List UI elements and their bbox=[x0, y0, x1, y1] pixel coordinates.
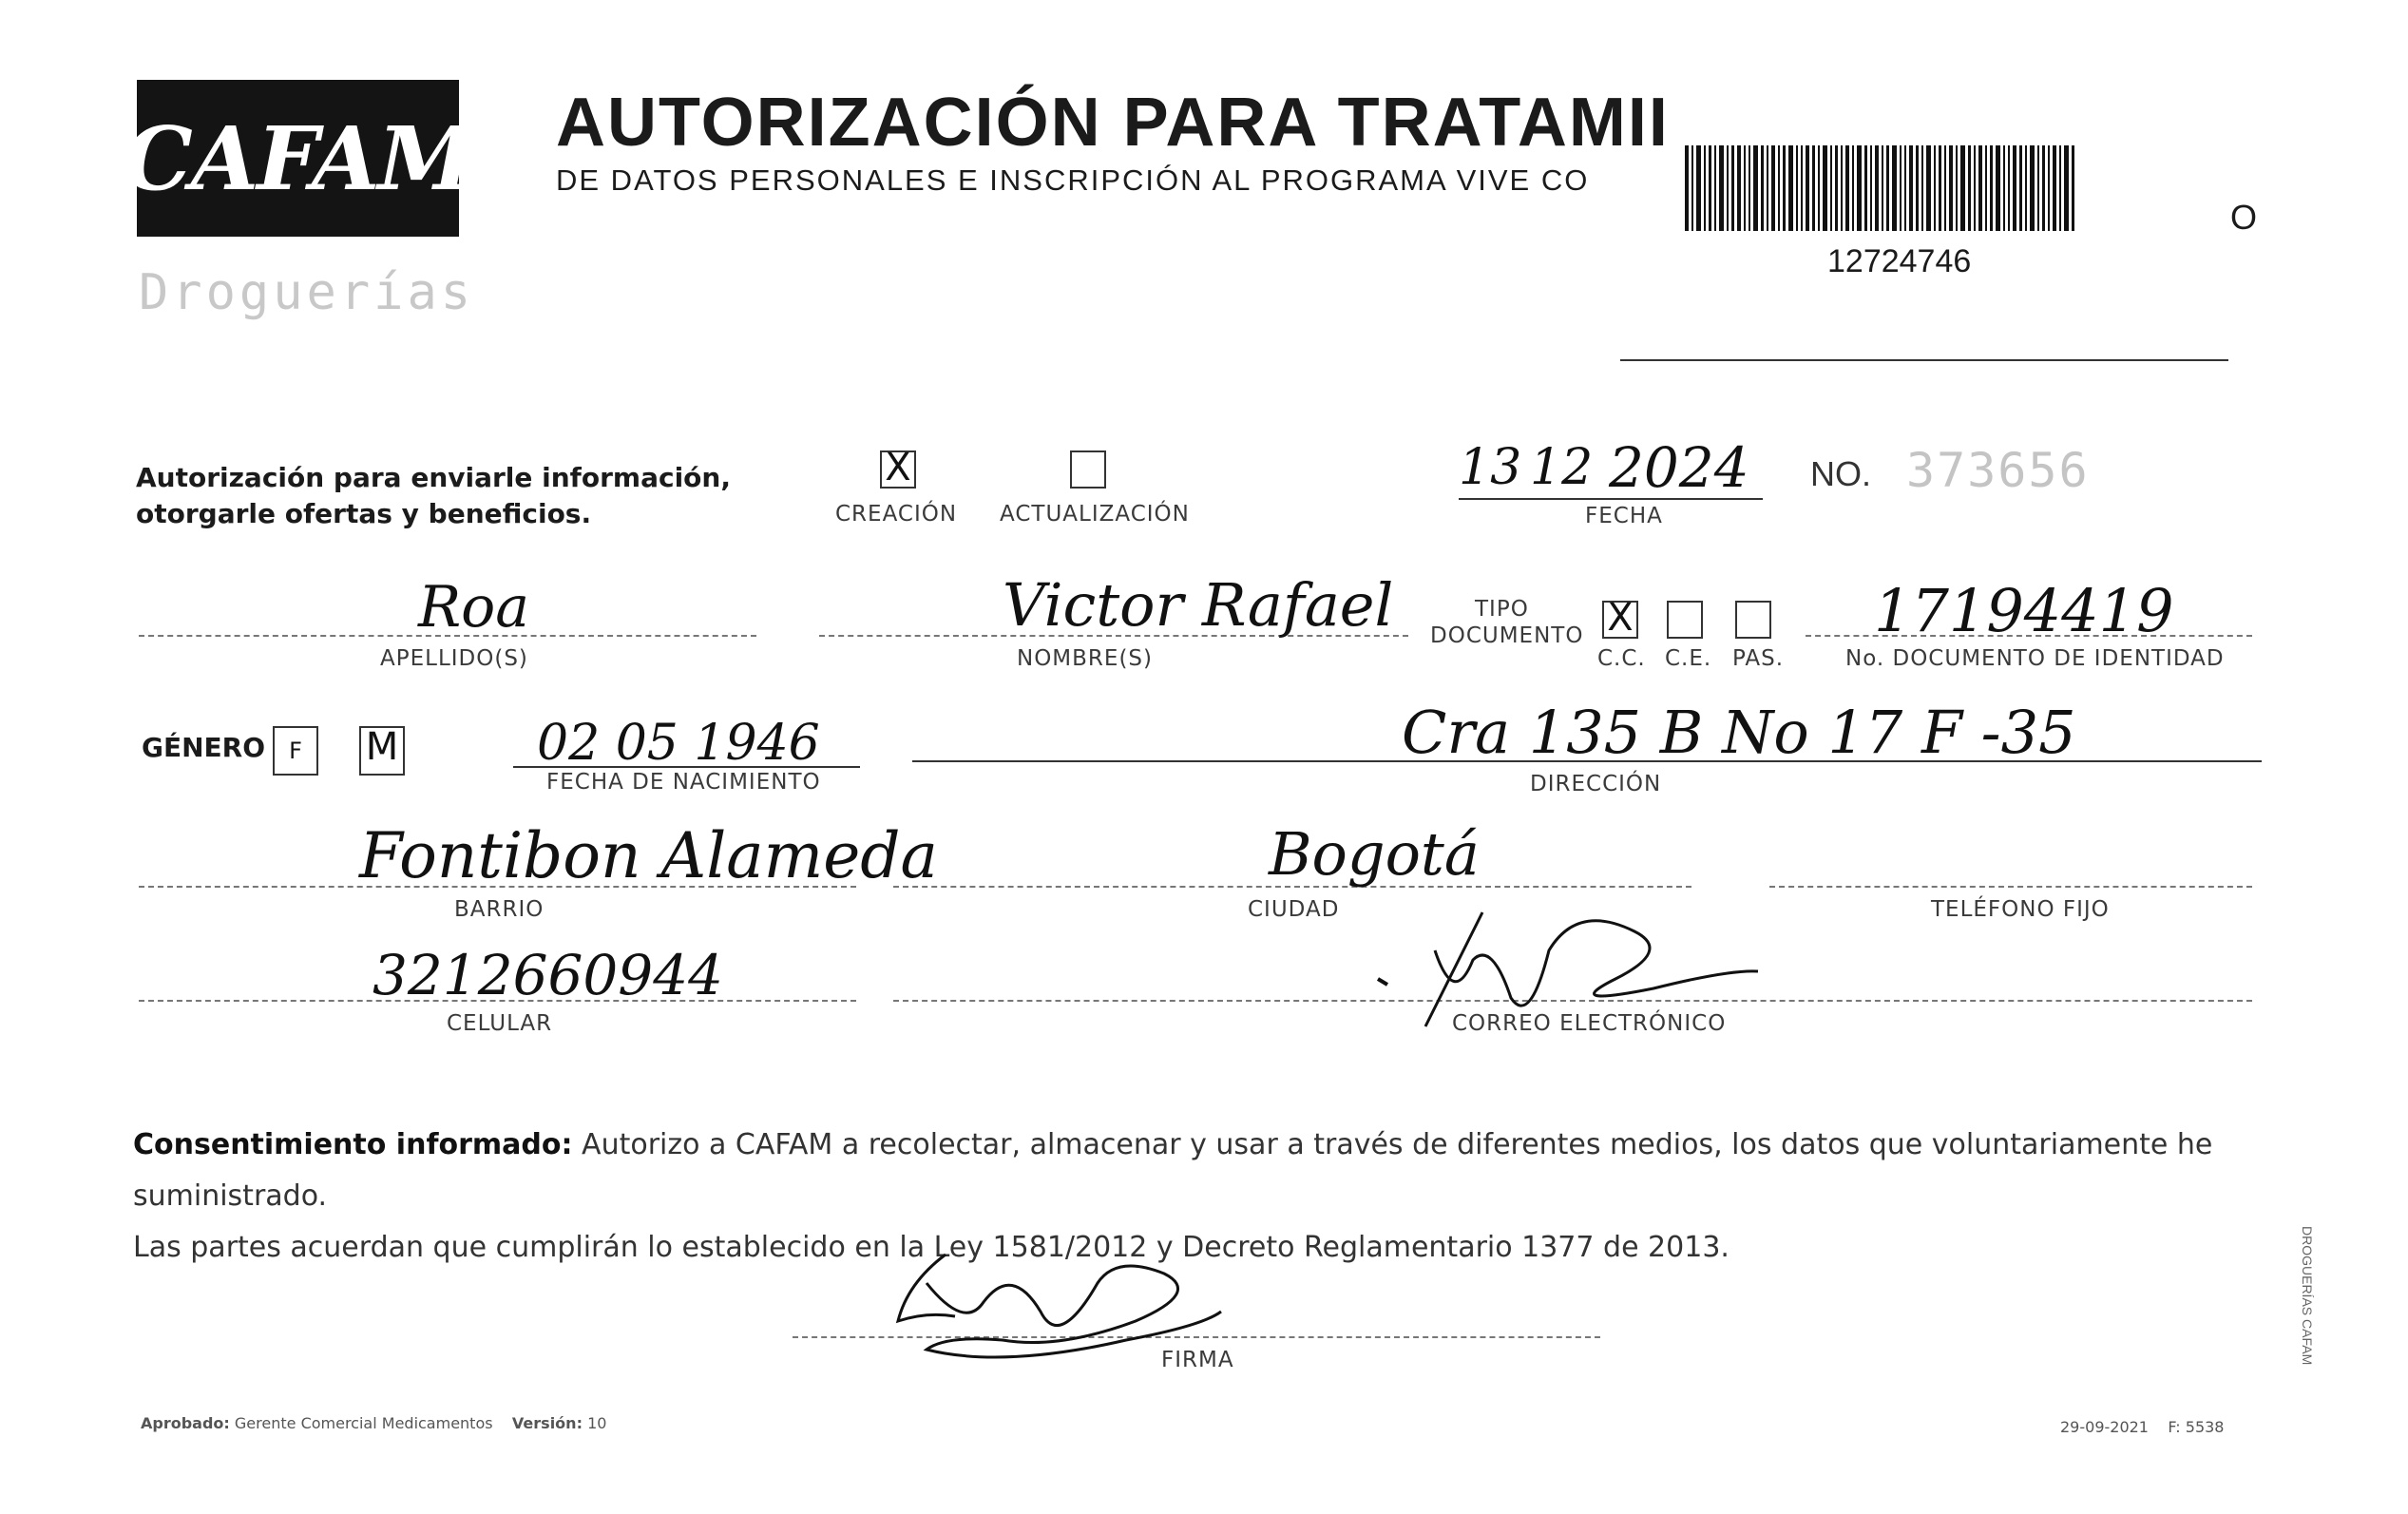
barcode-number: 12724746 bbox=[1827, 243, 1972, 279]
direccion-label: DIRECCIÓN bbox=[1530, 772, 1662, 796]
tipo-label: TIPO bbox=[1475, 597, 1529, 622]
cc-checkbox[interactable] bbox=[1602, 596, 1638, 640]
barrio-value[interactable]: Fontibon Alameda bbox=[359, 819, 938, 892]
cc-label: C.C. bbox=[1597, 646, 1646, 671]
footer-form-code: F: 5538 bbox=[2168, 1418, 2225, 1436]
fecha-mes[interactable]: 12 bbox=[1530, 439, 1594, 496]
actualizacion-checkbox[interactable] bbox=[1070, 450, 1106, 489]
creacion-label: CREACIÓN bbox=[835, 502, 958, 527]
correo-label: CORREO ELECTRÓNICO bbox=[1452, 1011, 1727, 1036]
signature-scribble bbox=[1368, 893, 1768, 1036]
apellidos-label: APELLIDO(S) bbox=[380, 646, 528, 671]
cafam-logo: CAFAM bbox=[123, 106, 473, 210]
ciudad-value[interactable]: Bogotá bbox=[1269, 819, 1480, 889]
apellidos-value[interactable]: Roa bbox=[418, 574, 530, 641]
fecha-dia[interactable]: 13 bbox=[1459, 439, 1522, 496]
creacion-checkbox[interactable] bbox=[880, 446, 916, 489]
nombres-label: NOMBRE(S) bbox=[1017, 646, 1153, 671]
checkbox-mark: X bbox=[1607, 596, 1634, 640]
nacimiento-label: FECHA DE NACIMIENTO bbox=[546, 770, 821, 795]
document-title: AUTORIZACIÓN PARA TRATAMII bbox=[556, 85, 1670, 161]
documento-value[interactable]: 17194419 bbox=[1874, 576, 2174, 645]
nacimiento-value[interactable]: 02 05 1946 bbox=[537, 715, 820, 772]
aprobado-value: Gerente Comercial Medicamentos bbox=[234, 1414, 493, 1432]
pas-checkbox[interactable] bbox=[1735, 601, 1771, 639]
nacimiento-line bbox=[513, 766, 860, 768]
form-code-footer bbox=[2060, 1418, 2224, 1436]
nombres-value[interactable]: Victor Rafael bbox=[1003, 570, 1394, 640]
actualizacion-label: ACTUALIZACIÓN bbox=[1000, 502, 1190, 527]
genero-f-label: F bbox=[289, 738, 302, 764]
genero-f-checkbox[interactable] bbox=[273, 726, 318, 776]
ciudad-label: CIUDAD bbox=[1248, 897, 1340, 922]
header-divider bbox=[1620, 359, 2228, 361]
ce-label: C.E. bbox=[1665, 646, 1712, 671]
telefono-label: TELÉFONO FIJO bbox=[1931, 897, 2110, 922]
documento-id-label: No. DOCUMENTO DE IDENTIDAD bbox=[1845, 646, 2225, 671]
pas-label: PAS. bbox=[1732, 646, 1785, 671]
firma-label: FIRMA bbox=[1161, 1348, 1234, 1372]
no-label: NO. bbox=[1810, 454, 1872, 493]
document-subtitle: DE DATOS PERSONALES E INSCRIPCIÓN AL PROGRAMA VIVE CO bbox=[556, 163, 1590, 197]
side-vertical-text: DROGUERÍAS CAFAM bbox=[2300, 1226, 2315, 1366]
genero-label: GÉNERO bbox=[142, 732, 266, 763]
celular-value[interactable]: 3212660944 bbox=[373, 943, 724, 1007]
corner-mark: O bbox=[2230, 198, 2258, 237]
version-value: 10 bbox=[587, 1414, 607, 1432]
consent-heading: Consentimiento informado: bbox=[133, 1128, 573, 1161]
footer-date: 29-09-2021 bbox=[2060, 1418, 2149, 1436]
genero-m-checkbox[interactable] bbox=[359, 726, 405, 776]
authorization-label-line1: Autorización para enviarle información, bbox=[136, 462, 731, 493]
barcode bbox=[1685, 145, 2074, 231]
aprobado-footer bbox=[141, 1414, 606, 1432]
fecha-line bbox=[1459, 498, 1763, 500]
genero-m-mark: M bbox=[365, 725, 399, 769]
barrio-label: BARRIO bbox=[454, 897, 545, 922]
fecha-label: FECHA bbox=[1585, 504, 1663, 528]
authorization-label-line2: otorgarle ofertas y beneficios. bbox=[136, 498, 592, 529]
fecha-anio[interactable]: 2024 bbox=[1609, 435, 1749, 500]
direccion-value[interactable]: Cra 135 B No 17 F -35 bbox=[1402, 698, 2076, 767]
documento-label: DOCUMENTO bbox=[1430, 623, 1584, 648]
checkbox-mark: X bbox=[885, 446, 911, 489]
celular-label: CELULAR bbox=[447, 1011, 553, 1036]
version-label: Versión: bbox=[511, 1414, 583, 1432]
telefono-line bbox=[1769, 886, 2252, 888]
aprobado-label: Aprobado: bbox=[141, 1414, 230, 1432]
consent-line1: Autorizo a CAFAM a recolectar, almacenar y usar a través de diferentes medios, los datos que voluntariamente he suministrado. bbox=[133, 1128, 2213, 1213]
consent-line2: Las partes acuerdan que cumplirán lo establecido en la Ley 1581/2012 y Decreto Reglamentario 1377 de 2013. bbox=[133, 1231, 1730, 1264]
logo-subtext: Droguerías bbox=[139, 264, 475, 321]
form-number: 373656 bbox=[1906, 443, 2090, 498]
ce-checkbox[interactable] bbox=[1667, 601, 1703, 639]
